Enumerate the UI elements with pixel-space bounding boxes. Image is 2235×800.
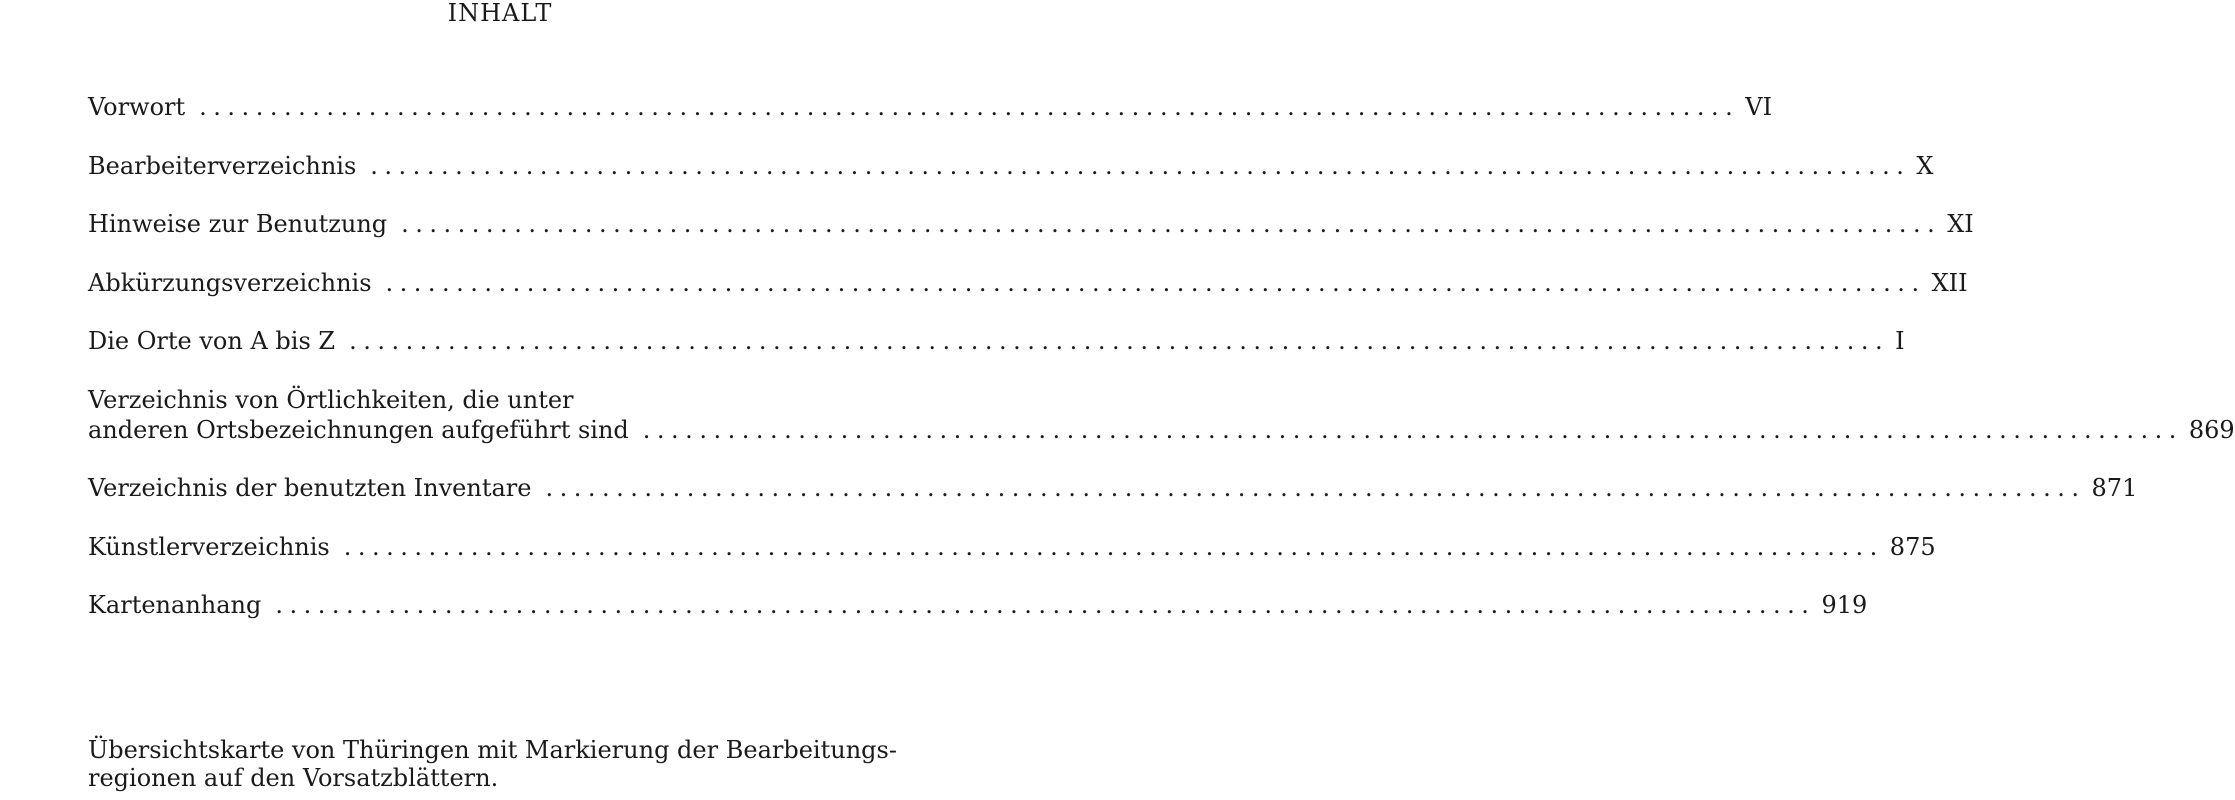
- toc-entry-page: 869: [2188, 415, 2235, 444]
- toc-entry-abkuerzungsverzeichnis: [88, 268, 1968, 298]
- map-note: [88, 736, 897, 792]
- map-note-line2: regionen auf den Vorsatzblättern.: [88, 764, 499, 792]
- toc-entry-page: XII: [1931, 268, 1968, 297]
- toc-entry-page: XI: [1947, 210, 1974, 238]
- dot-leader: .............................................................................................................: [275, 591, 1816, 619]
- dot-leader: .............................................................................................................: [349, 327, 1890, 355]
- toc-entry-page: I: [1895, 327, 1905, 355]
- table-of-contents: [88, 92, 2235, 649]
- toc-entry-oertlichkeiten: [88, 385, 2235, 445]
- page-heading: INHALT: [447, 0, 553, 27]
- toc-entry-title: Künstlerverzeichnis: [88, 532, 330, 561]
- toc-entry-title: Hinweise zur Benutzung: [88, 210, 388, 238]
- toc-entry-title: anderen Ortsbezeichnungen aufgeführt sind: [88, 415, 629, 444]
- dot-leader: .............................................................................................................: [370, 151, 1911, 180]
- dot-leader: .............................................................................................................: [401, 210, 1942, 238]
- toc-entry-hinweise: [88, 209, 1974, 239]
- map-note-line1: Übersichtskarte von Thüringen mit Markierung der Bearbeitungs-: [88, 736, 897, 764]
- toc-entry-page: 871: [2091, 474, 2138, 502]
- toc-entry-orte: [88, 326, 1905, 356]
- dot-leader: .............................................................................................................: [642, 415, 2183, 444]
- dot-leader: .............................................................................................................: [385, 268, 1926, 297]
- toc-entry-bearbeiterverzeichnis: [88, 151, 1934, 181]
- toc-entry-title: Abkürzungsverzeichnis: [88, 268, 372, 297]
- toc-entry-kartenanhang: [88, 590, 1868, 620]
- toc-entry-title: Die Orte von A bis Z: [88, 327, 336, 355]
- dot-leader: .............................................................................................................: [199, 93, 1740, 121]
- toc-entry-inventare: [88, 473, 2138, 503]
- dot-leader: .............................................................................................................: [343, 532, 1884, 561]
- toc-entry-kuenstlerverzeichnis: [88, 532, 1936, 562]
- toc-entry-page: VI: [1745, 93, 1773, 121]
- toc-entry-page: X: [1916, 151, 1934, 180]
- toc-entry-title-line1: Verzeichnis von Örtlichkeiten, die unter: [88, 385, 574, 414]
- toc-entry-title: Verzeichnis der benutzten Inventare: [88, 474, 532, 502]
- toc-entry-title: Bearbeiterverzeichnis: [88, 151, 357, 180]
- toc-entry-vorwort: [88, 92, 1773, 122]
- toc-entry-title: Kartenanhang: [88, 591, 262, 619]
- toc-entry-page: 875: [1889, 532, 1936, 561]
- toc-entry-title: Vorwort: [88, 93, 186, 121]
- dot-leader: .............................................................................................................: [545, 474, 2086, 502]
- toc-entry-page: 919: [1821, 591, 1868, 619]
